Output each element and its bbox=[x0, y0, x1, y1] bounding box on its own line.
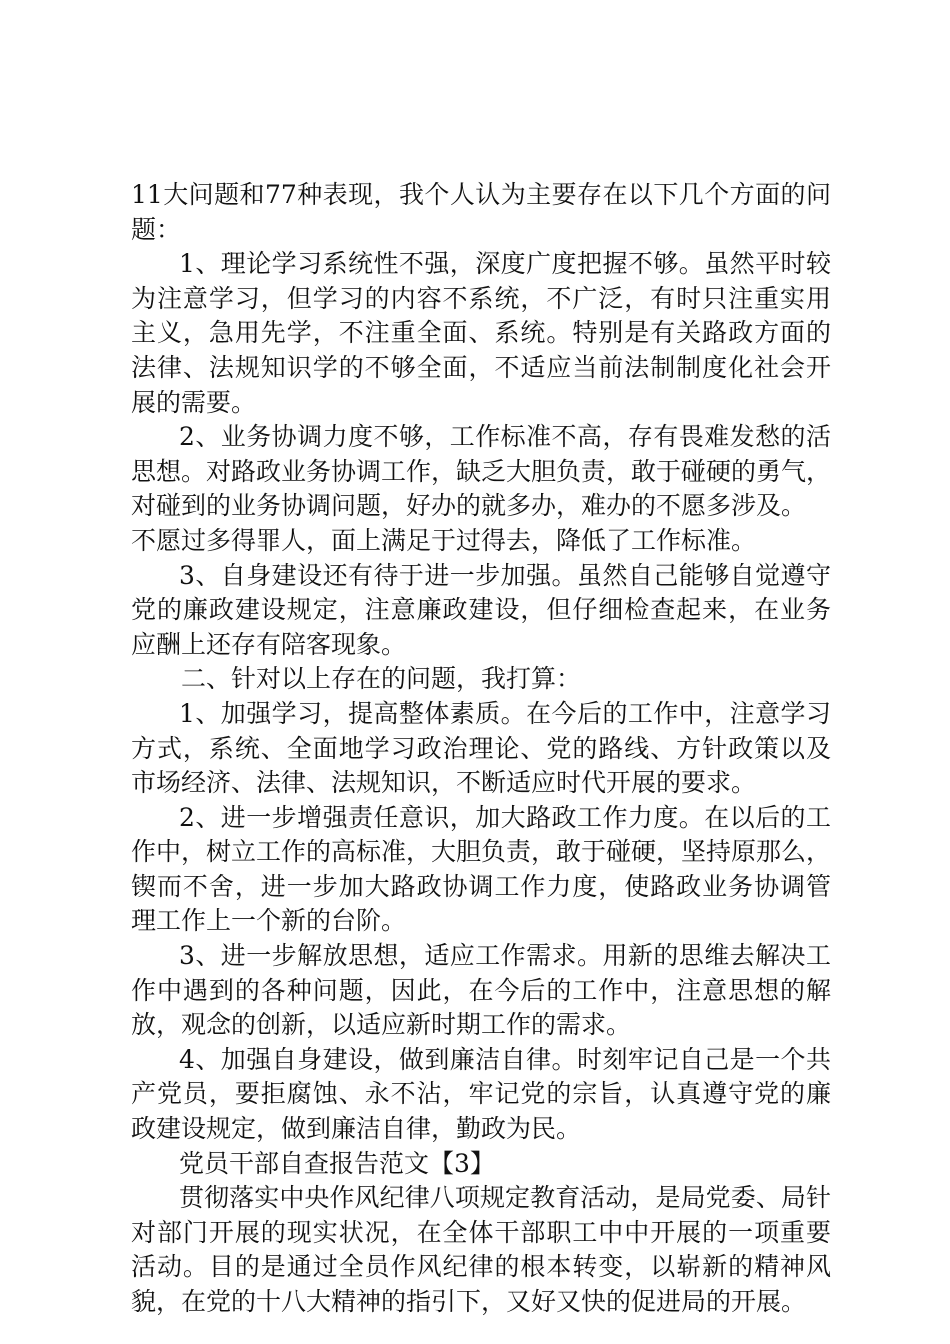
text-line: 锲而不舍，进一步加大路政协调工作力度，使路政业务协调管 bbox=[131, 871, 831, 901]
paragraph-start-line: 2、业务协调力度不够，工作标准不高，存有畏难发愁的活 bbox=[179, 422, 831, 452]
text-line: 产党员，要拒腐蚀、永不沾，牢记党的宗旨，认真遵守党的廉 bbox=[131, 1079, 831, 1109]
text-line: 法律、法规知识学的不够全面，不适应当前法制制度化社会开 bbox=[131, 352, 831, 382]
paragraph-start-line: 1、加强学习，提高整体素质。在今后的工作中，注意学习 bbox=[179, 698, 831, 728]
text-line: 作中遇到的各种问题，因此，在今后的工作中，注意思想的解 bbox=[131, 975, 831, 1005]
text-line: 貌，在党的十八大精神的指引下，又好又快的促进局的开展。 bbox=[131, 1287, 807, 1316]
text-line: 方式，系统、全面地学习政治理论、党的路线、方针政策以及 bbox=[131, 733, 831, 763]
text-line: 政建设规定，做到廉洁自律，勤政为民。 bbox=[131, 1114, 582, 1144]
text-line: 为注意学习，但学习的内容不系统，不广泛，有时只注重实用 bbox=[131, 283, 831, 313]
paragraph-start-line: 4、加强自身建设，做到廉洁自律。时刻牢记自己是一个共 bbox=[179, 1044, 831, 1074]
text-line: 作中，树立工作的高标准，大胆负责，敢于碰硬，坚持原那么， bbox=[131, 837, 832, 867]
text-line: 党的廉政建设规定，注意廉政建设，但仔细检查起来，在业务 bbox=[131, 595, 831, 625]
paragraph-start-line: 3、进一步解放思想，适应工作需求。用新的思维去解决工 bbox=[179, 941, 831, 971]
text-line: 题： bbox=[131, 214, 182, 244]
text-line: 展的需要。 bbox=[131, 387, 257, 417]
text-line: 对碰到的业务协调问题，好办的就多办，难办的不愿多涉及。 bbox=[131, 491, 807, 521]
text-line: 放，观念的创新，以适应新时期工作的需求。 bbox=[131, 1010, 632, 1040]
paragraph-start-line: 2、进一步增强责任意识，加大路政工作力度。在以后的工 bbox=[179, 802, 831, 832]
paragraph-start-line: 1、理论学习系统性不强，深度广度把握不够。虽然平时较 bbox=[179, 249, 831, 279]
text-line: 主义，急用先学，不注重全面、系统。特别是有关路政方面的 bbox=[131, 318, 831, 348]
article-title-line: 党员干部自查报告范文【3】 bbox=[179, 1148, 495, 1178]
paragraph-start-line: 贯彻落实中央作风纪律八项规定教育活动，是局党委、局针 bbox=[179, 1183, 831, 1213]
text-line: 活动。目的是通过全员作风纪律的根本转变，以崭新的精神风 bbox=[131, 1252, 831, 1282]
text-line: 11大问题和77种表现，我个人认为主要存在以下几个方面的问 bbox=[131, 180, 831, 209]
text-line: 对部门开展的现实状况，在全体干部职工中中开展的一项重要 bbox=[131, 1217, 831, 1247]
text-line: 理工作上一个新的台阶。 bbox=[131, 906, 407, 936]
text-line: 应酬上还存有陪客现象。 bbox=[131, 629, 407, 659]
text-line: 思想。对路政业务协调工作，缺乏大胆负责，敢于碰硬的勇气， bbox=[131, 456, 832, 486]
text-line: 市场经济、法律、法规知识，不断适应时代开展的要求。 bbox=[131, 768, 757, 798]
section-heading-line: 二、针对以上存在的问题，我打算： bbox=[181, 664, 582, 694]
paragraph-start-line: 3、自身建设还有待于进一步加强。虽然自己能够自觉遵守 bbox=[179, 560, 831, 590]
document-body bbox=[131, 178, 831, 1320]
text-line: 不愿过多得罪人，面上满足于过得去，降低了工作标准。 bbox=[131, 525, 757, 555]
